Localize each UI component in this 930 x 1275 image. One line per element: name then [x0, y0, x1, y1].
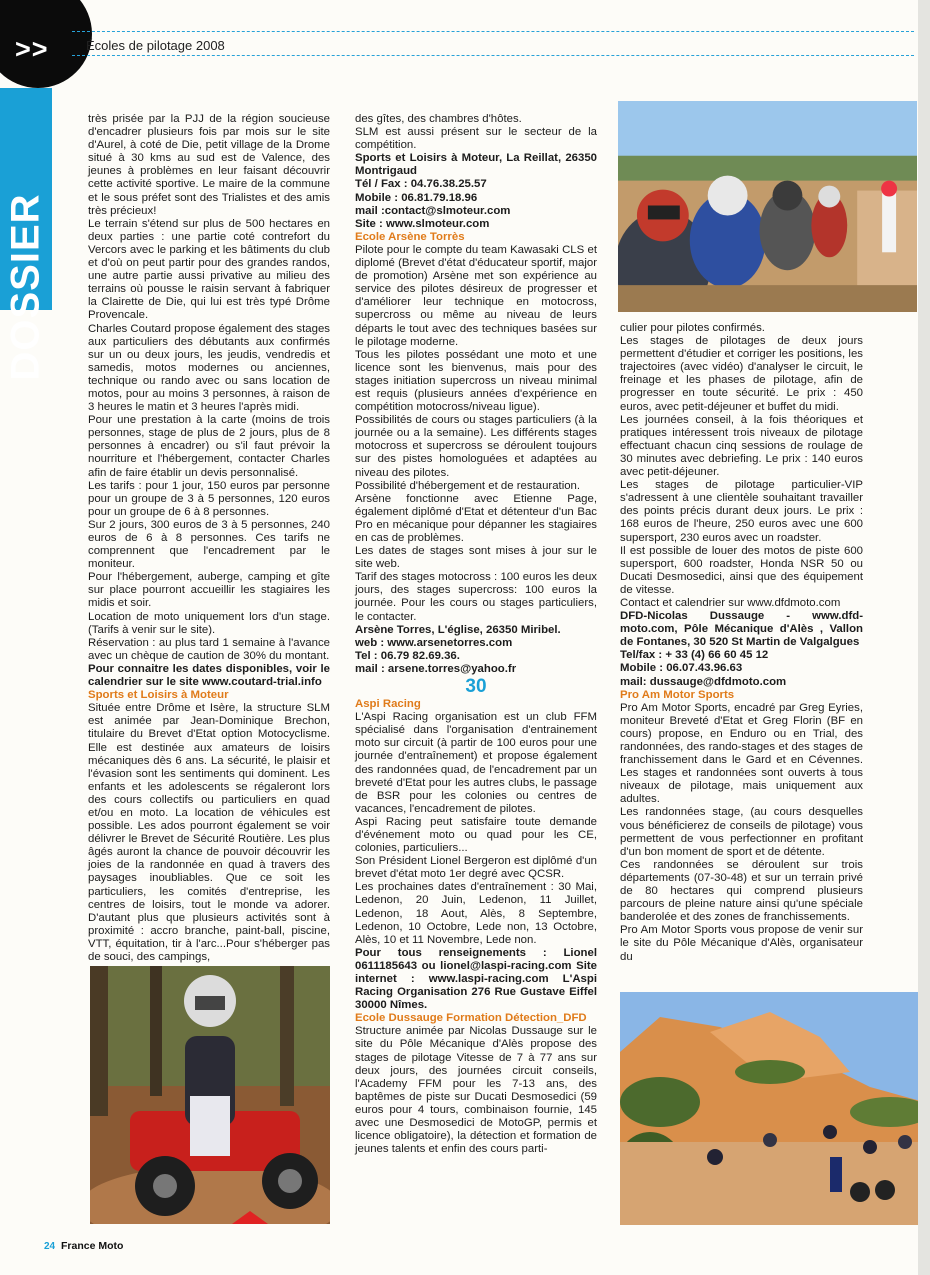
paragraph: Réservation : au plus tard 1 semaine à l'avance avec un chèque de caution de 30% du montant. [88, 636, 330, 662]
section-heading-arsene: Ecole Arsène Torrès [355, 230, 465, 243]
column-2 [355, 113, 597, 1156]
paragraph: Les stages de pilotages de deux jours permettent d'étudier et corriger les positions, les trajectoires (avec vidéo) d'analyser le circuit, le freinage et les phases de pilotage, afin de progresser en toute sécurité. Le prix : 450 euros, avec petit-déjeuner et buffet du midi. [620, 335, 863, 413]
paragraph: Le terrain s'étend sur plus de 500 hectares en deux parties : une partie coté contrefort du Vercors avec le parking et les bâtiments du club et d'où on peut partir pour des grandes randos, une autre partie aussi privative au milieu des terrains où pousse le raisin servant à fabriquer la Clairette de Die, qui lui est très typé Drôme Provencale. [88, 217, 330, 322]
paragraph: Tarif des stages motocross : 100 euros les deux jours, des stages supercross: 100 euros la journée. Pour les cours ou stages particuliers, le contacter. [355, 571, 597, 623]
paragraph: L'Aspi Racing organisation est un club FFM spécialisé dans l'organisation d'entrainement moto sur circuit (à partir de 100 euros pour une journée d'entraînement) et propose également des randonnées quad, de l'encadrement par un breveté d'Etat pour les autres clubs, le passage de BSR pour les colonies ou centres de vacances, l'encadrement de pilotes. [355, 711, 597, 815]
paragraph: Tous les pilotes possédant une moto et une licence sont les bienvenus, mais pour des stages initiation supercross un niveau minimal est requis (plusieurs années d'expérience en compétition motocross/niveau ligue). [355, 348, 597, 414]
paragraph: Les tarifs : pour 1 jour, 150 euros par personne pour un groupe de 3 à 5 personnes, 120 euros pour un groupe de 6 à 8 personnes. [88, 479, 330, 518]
paragraph: Pro Am Motor Sports, encadré par Greg Eyries, moniteur Breveté d'Etat et Greg Florin (BF en cours) propose, en Enduro ou en Trial, des randonnées, des rando-stages et des stages de franchissement dans le Gard et en Cévennes. Les stages et randonnées sont ouverts à tous niveaux de pilotage, mais uniquement aux adultes. [620, 701, 863, 806]
paragraph: culier pour pilotes confirmés. [620, 322, 765, 334]
header-rule-bottom [72, 55, 914, 56]
paragraph: Les prochaines dates d'entraînement : 30 Mai, Ledenon, 20 Juin, Ledenon, 11 Juillet, Ledenon, 18 Aout, Alès, 8 Septembre, Ledenon, 10 Octobre, Lede non, 13 Octobre, Alès, 10 et 11 Novembre, Lede non. [355, 881, 597, 946]
contact-block: Pour tous renseignements : Lionel 0611185643 ou lionel@laspi-racing.com Site internet : www.laspi-racing.com L'Aspi Racing Organisation 276 Rue Gustave Eiffel 30000 Nîmes. [355, 946, 597, 1012]
paragraph: Ces randonnées se déroulent sur trois départements (07-30-48) et sur un terrain privé de 80 hectares qui comprend plusieurs parcours de pleine nature ainsi qu'une spéciale banderolée et des zones de franchissements. [620, 858, 863, 924]
contact-line: mail :contact@slmoteur.com [355, 204, 511, 217]
contact-line: mail: dussauge@dfdmoto.com [620, 675, 787, 688]
header-rule-top [72, 31, 914, 32]
publication-name: France Moto [61, 1240, 124, 1252]
paragraph: Son Président Lionel Bergeron est diplômé d'un brevet d'état moto 1er degré avec QCSR. [355, 855, 597, 881]
contact-line: Sports et Loisirs à Moteur, La Reillat, 26350 Montrigaud [355, 152, 597, 178]
dossier-strip [0, 88, 52, 381]
paragraph: Arsène fonctionne avec Etienne Page, également diplômé d'Etat et détenteur d'un Bac Pro en mécanique pour dépanner les stagiaires en cas de problèmes. [355, 492, 597, 544]
contact-line: DFD-Nicolas Dussauge - www.dfd-moto.com, Pôle Mécanique d'Alès , Vallon de Fontanes, 30 520 St Martin de Valgalgues [620, 610, 863, 649]
paragraph: Pour une prestation à la carte (moins de trois personnes, stage de plus de 2 jours, plus de 8 personnes à encadrer) ou s'il faut prévoir la nourriture et l'hébergement, contacter Charles afin de faire établir un devis personnalisé. [88, 414, 330, 479]
paragraph: très prisée par la PJJ de la région soucieuse d'encadrer plusieurs fois par mois sur le site d'Aurel, à coté de Die, petit village de la Drome situé à 30 kms au sud est de Valence, des jeunes à problèmes en leur faisant découvrir cette activité sportive. Le maire de la commune et le sous préfet sont des Trialistes et des amis très précieux! [88, 113, 330, 217]
paragraph: Possibilité d'hébergement et de restauration. [355, 479, 581, 492]
paragraph: Aspi Racing peut satisfaire toute demande d'événement moto ou quad pour les CE, colonies, particuliers... [355, 815, 597, 855]
paragraph: Les dates de stages sont mises à jour sur le site web. [355, 545, 597, 571]
section-heading-dussauge: Ecole Dussauge Formation Détection_DFD [355, 1012, 587, 1025]
contact-line: Mobile : 06.81.79.18.96 [355, 191, 478, 204]
section-heading-slm: Sports et Loisirs à Moteur [88, 689, 229, 702]
paragraph: SLM est aussi présent sur le secteur de la compétition. [355, 126, 597, 152]
contact-line: Tél / Fax : 04.76.38.25.57 [355, 178, 487, 191]
contact-line: Arsène Torres, L'église, 26350 Miribel. [355, 623, 561, 636]
column-1 [88, 113, 330, 964]
contact-line: Tel : 06.79 82.69.36. [355, 649, 460, 662]
contact-line: mail : arsene.torres@yahoo.fr [355, 662, 517, 675]
paragraph: Pilote pour le compte du team Kawasaki CLS et diplomé (Brevet d'état d'éducateur sportif, major de promotion) Arsène met son expérience au service des pilotes désireux de progresser et d'améliorer leur technique en motocross, supercross ou même au niveau de leurs départs le tout avec des techniques basées sur le pilotage moderne. [355, 243, 597, 348]
paragraph: Pro Am Motor Sports vous propose de venir sur le site du Pôle Mécanique d'Alès, organisateur du [620, 924, 863, 963]
photo-child-quad [90, 966, 330, 1224]
page-edge-shadow [918, 0, 930, 1275]
section-arrows: >> [15, 34, 49, 64]
paragraph: Charles Coutard propose également des stages aux particuliers des débutants aux confirmés sur un ou deux jours, les jeudis, vendredis et samedis, motos modernes ou anciennes, technique ou rando avec ou sans location de motos, pour au moins 3 personnes, à raison de 3 heures le matin et 3 heures l'après midi. [88, 322, 330, 414]
paragraph: Pour l'hébergement, auberge, camping et gîte sur place pourront accueillir les stagiaires les midis et soir. [88, 571, 330, 610]
page-title: Écoles de pilotage 2008 [86, 38, 225, 53]
paragraph: Possibilités de cours ou stages particuliers (à la journée ou a la semaine). Les différents stages motocross et supercross se déroulent toujours sur des pistes homologuées et adaptées au niveau des pilotes. [355, 414, 597, 479]
paragraph: Location de moto uniquement lors d'un stage. (Tarifs à venir sur le site). [88, 610, 330, 636]
contact-line: Site : www.slmoteur.com [355, 217, 490, 230]
contact-line: Tel/fax : + 33 (4) 66 60 45 12 [620, 649, 769, 662]
column-3 [620, 322, 863, 964]
paragraph: Les stages de pilotage particulier-VIP s'adressent à une clientèle souhaitant travailler des points précis durant deux jours. Le prix : 168 euros de l'heure, 250 euros avec une 600 supersport, 230 euros avec un roadster. [620, 479, 863, 544]
dossier-label: DOSSIER [3, 193, 48, 381]
dates-info: Pour connaitre les dates disponibles, voir le calendrier sur le site www.coutard-trial.info [88, 662, 330, 689]
paragraph: Située entre Drôme et Isère, la structure SLM est animée par Jean-Dominique Brechon, titulaire du Brevet d'Etat option Motocyclisme. Elle est destinée aux amateurs de loisirs mécaniques dès 6 ans. La sécurité, le plaisir et l'évasion sont les sentiments qui dominent. Les enfants et les adolescents se régaleront lors des cours collectifs ou particuliers en quad et/ou en moto. La location de véhicules est possible. Les ados pourront également se voir délivrer le Brevet de Sécurité Routière. Les plus âgés auront la chance de pouvoir découvrir les joies de la randonnée en quad à travers des paysages inoubliables. Que ce soit les particuliers, les comités d'entreprise, les centres de loisirs, tout le monde va adorer. D'autant plus que plusieurs activités sont à proximité : accro branche, paint-ball, piscine, VTT, équitation, tir à l'arc...Pour s'héberger pas de souci, des campings, [88, 702, 330, 963]
photo-trail-riders [620, 992, 924, 1225]
paragraph: Structure animée par Nicolas Dussauge sur le site du Pôle Mécanique d'Alès propose des stages de pilotage Vitesse de 7 à 77 ans sur deux jours, des journées circuit conseils, l'Academy FFM pour les 7-13 ans, des baptêmes de piste sur Ducati Desmosedici (59 euros pour 4 tours, combinaison fournie, 145 avec une Desmosedici de MotoGP, permis et licence obligatoire), la détection et formation de jeunes talents et enfin des cours parti- [355, 1025, 597, 1156]
department-number: 30 [465, 676, 487, 698]
contact-line: web : www.arsenetorres.com [355, 636, 513, 649]
photo-motocross-start [618, 101, 917, 312]
paragraph: Les randonnées stage, (au cours desquelles vous bénéficierez de conseils de pilotage) vous permettent de vous perfectionner en profitant d'un bon moment de sport et de détente. [620, 806, 863, 858]
paragraph: Sur 2 jours, 300 euros de 3 à 5 personnes, 240 euros de 6 à 8 personnes. Ces tarifs ne comprennent que l'encadrement par le moniteur. [88, 518, 330, 571]
paragraph: des gîtes, des chambres d'hôtes. [355, 113, 522, 125]
paragraph: Les journées conseil, à la fois théoriques et pratiques intéressent trois niveaux de pilotage effectuant chacun cinq sessions de roulage de 30 minutes avec debriefing. Le prix : 140 euros avec petit-déjeuner. [620, 413, 863, 479]
paragraph: Contact et calendrier sur www.dfdmoto.com [620, 596, 841, 609]
page-number: 24 [44, 1241, 56, 1252]
section-heading-aspi: Aspi Racing [355, 698, 421, 711]
paragraph: Il est possible de louer des motos de piste 600 supersport, 600 roadster, Honda NSR 50 ou Ducati Desmosedici, ainsi que des équipement de vitesse. [620, 544, 863, 596]
section-heading-proam: Pro Am Motor Sports [620, 688, 735, 701]
contact-line: Mobile : 06.07.43.96.63 [620, 662, 743, 675]
